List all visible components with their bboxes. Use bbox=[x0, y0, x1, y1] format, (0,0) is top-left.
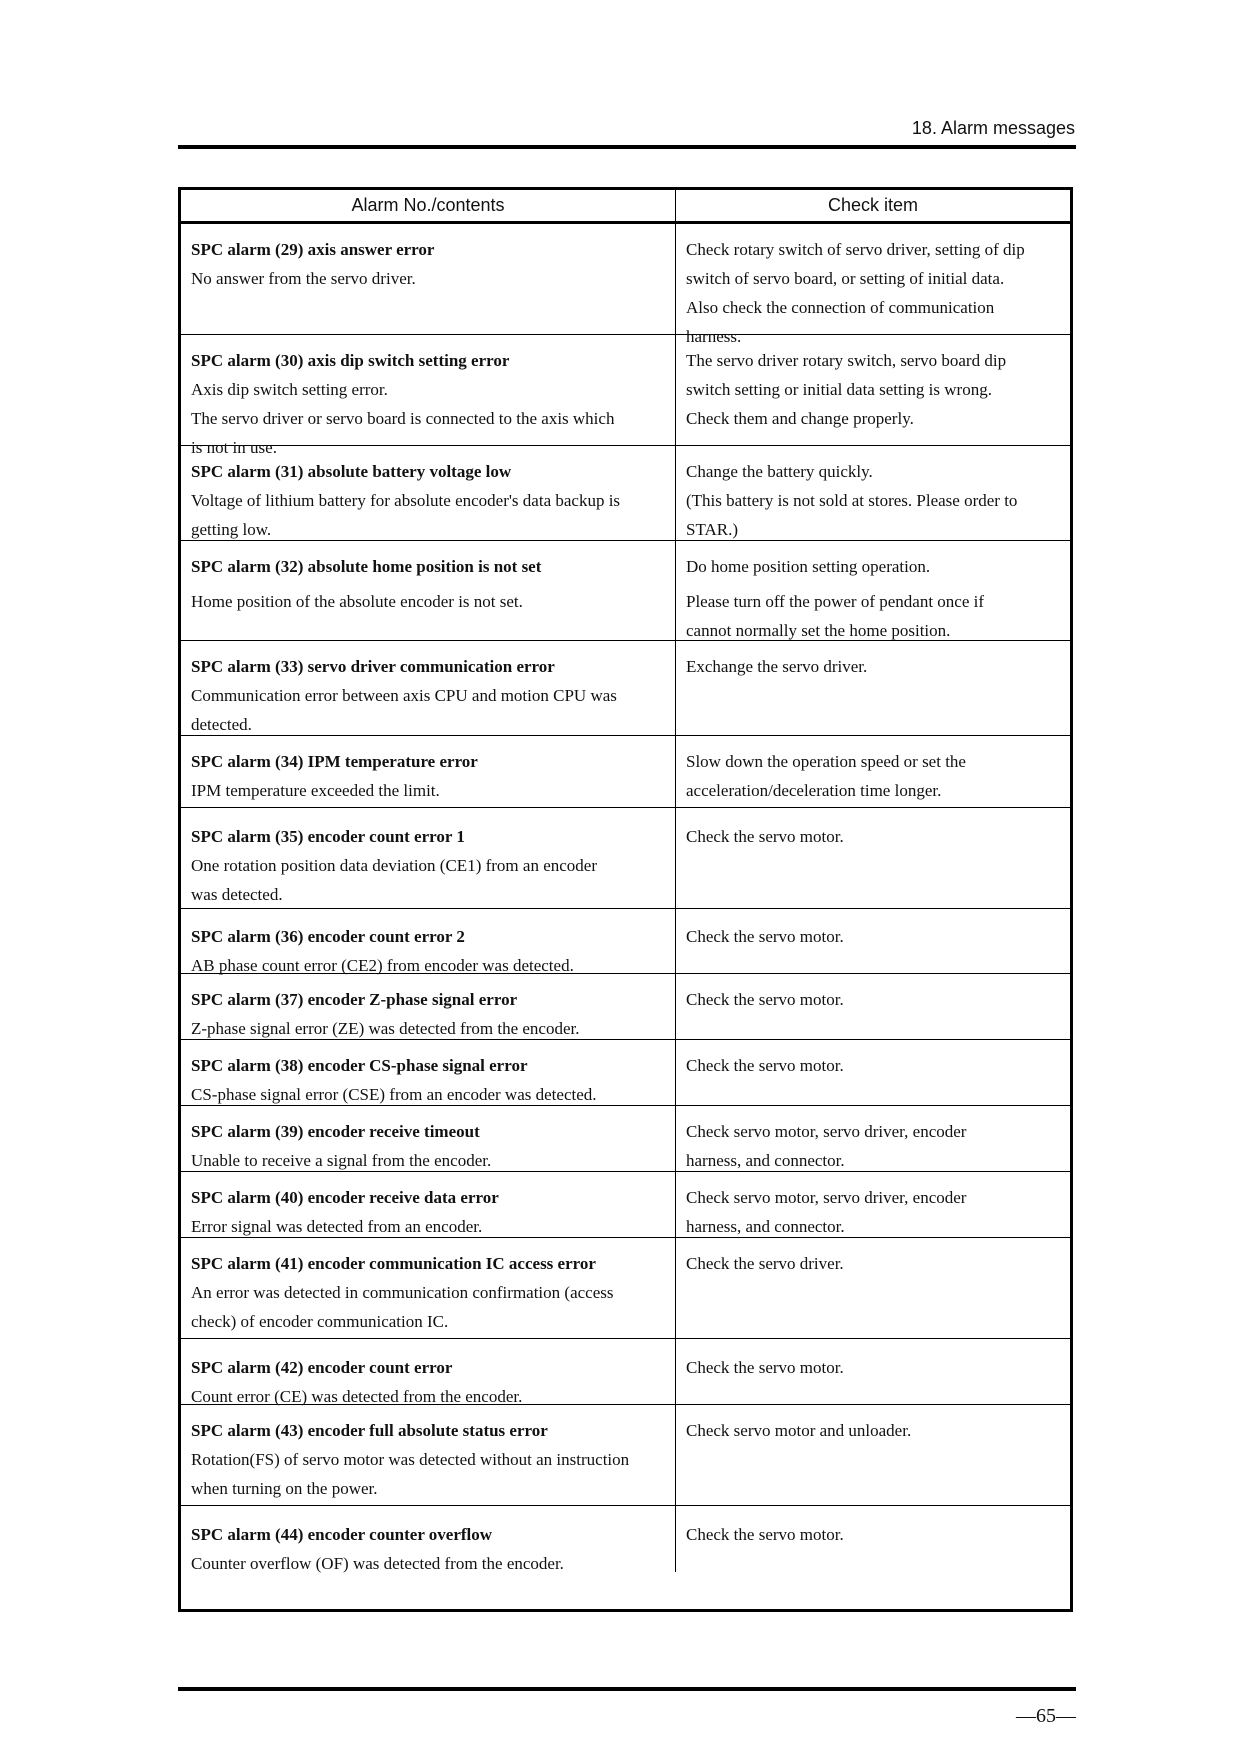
table-row bbox=[181, 736, 1070, 808]
table-row bbox=[181, 335, 1070, 457]
alarm-cell bbox=[181, 808, 676, 908]
alarm-title: SPC alarm (38) encoder CS-phase signal error bbox=[191, 1056, 528, 1075]
check-text: Do home position setting operation. bbox=[686, 557, 931, 576]
check-text: Change the battery quickly. bbox=[686, 462, 873, 481]
alarm-description: Unable to receive a signal from the encoder. bbox=[191, 1151, 492, 1170]
alarm-description: detected. bbox=[191, 715, 252, 734]
check-text: acceleration/deceleration time longer. bbox=[686, 781, 942, 800]
check-text: Check the servo motor. bbox=[686, 927, 844, 946]
table-row bbox=[181, 1106, 1070, 1172]
check-text: (This battery is not sold at stores. Please order to bbox=[686, 491, 1018, 510]
alarm-title: SPC alarm (34) IPM temperature error bbox=[191, 752, 478, 771]
check-text: STAR.) bbox=[686, 520, 739, 539]
alarm-description: Rotation(FS) of servo motor was detected without an instruction bbox=[191, 1450, 630, 1469]
alarm-cell bbox=[181, 736, 676, 807]
check-cell bbox=[676, 541, 1070, 640]
check-text: Check them and change properly. bbox=[686, 409, 914, 428]
check-cell bbox=[676, 335, 1070, 445]
check-text: harness. bbox=[686, 327, 742, 346]
alarm-title: SPC alarm (29) axis answer error bbox=[191, 240, 435, 259]
check-text: Check servo motor and unloader. bbox=[686, 1421, 912, 1440]
alarm-cell bbox=[181, 224, 676, 334]
alarm-description: Axis dip switch setting error. bbox=[191, 380, 388, 399]
check-text: Check the servo motor. bbox=[686, 1358, 844, 1377]
alarm-title: SPC alarm (30) axis dip switch setting error bbox=[191, 351, 510, 370]
table-row bbox=[181, 1172, 1070, 1238]
check-text: Please turn off the power of pendant once if bbox=[686, 592, 985, 611]
check-cell bbox=[676, 1040, 1070, 1105]
alarm-title: SPC alarm (31) absolute battery voltage low bbox=[191, 462, 512, 481]
check-text: switch setting or initial data setting is wrong. bbox=[686, 380, 992, 399]
check-text: harness, and connector. bbox=[686, 1151, 845, 1170]
alarm-title: SPC alarm (35) encoder count error 1 bbox=[191, 827, 465, 846]
check-text: harness, and connector. bbox=[686, 1217, 845, 1236]
alarm-description: The servo driver or servo board is connected to the axis which bbox=[191, 409, 615, 428]
header-rule bbox=[178, 145, 1076, 149]
alarm-description: Voltage of lithium battery for absolute encoder's data backup is bbox=[191, 491, 621, 510]
alarm-description: was detected. bbox=[191, 885, 283, 904]
alarm-description: getting low. bbox=[191, 520, 272, 539]
check-cell bbox=[676, 1106, 1070, 1171]
check-text: Check the servo motor. bbox=[686, 827, 844, 846]
table-row bbox=[181, 1238, 1070, 1339]
alarm-table bbox=[178, 187, 1073, 1612]
alarm-cell bbox=[181, 335, 676, 457]
check-text: Check servo motor, servo driver, encoder bbox=[686, 1122, 967, 1141]
alarm-description: One rotation position data deviation (CE1) from an encoder bbox=[191, 856, 597, 875]
check-text: Check the servo motor. bbox=[686, 1056, 844, 1075]
alarm-cell bbox=[181, 974, 676, 1039]
table-row bbox=[181, 641, 1070, 736]
section-title: 18. Alarm messages bbox=[911, 118, 1075, 138]
alarm-title: SPC alarm (39) encoder receive timeout bbox=[191, 1122, 480, 1141]
table-row bbox=[181, 1040, 1070, 1106]
alarm-description: check) of encoder communication IC. bbox=[191, 1312, 449, 1331]
check-cell bbox=[676, 224, 1070, 346]
alarm-title: SPC alarm (40) encoder receive data error bbox=[191, 1188, 499, 1207]
check-text: cannot normally set the home position. bbox=[686, 621, 951, 640]
check-text: The servo driver rotary switch, servo board dip bbox=[686, 351, 1007, 370]
alarm-cell bbox=[181, 1506, 676, 1572]
check-cell bbox=[676, 1506, 1070, 1572]
check-cell bbox=[676, 1238, 1070, 1338]
check-cell bbox=[676, 808, 1070, 908]
alarm-title: SPC alarm (36) encoder count error 2 bbox=[191, 927, 465, 946]
check-text: Slow down the operation speed or set the bbox=[686, 752, 966, 771]
table-row bbox=[181, 1339, 1070, 1405]
alarm-title: SPC alarm (43) encoder full absolute status error bbox=[191, 1421, 548, 1440]
check-text: Check the servo motor. bbox=[686, 990, 844, 1009]
alarm-description: when turning on the power. bbox=[191, 1479, 378, 1498]
check-text: Also check the connection of communication bbox=[686, 298, 995, 317]
check-cell bbox=[676, 446, 1070, 540]
check-text: Check servo motor, servo driver, encoder bbox=[686, 1188, 967, 1207]
alarm-description: An error was detected in communication confirmation (access bbox=[191, 1283, 614, 1302]
alarm-description: IPM temperature exceeded the limit. bbox=[191, 781, 440, 800]
alarm-cell bbox=[181, 1238, 676, 1338]
alarm-description: Home position of the absolute encoder is not set. bbox=[191, 592, 523, 611]
alarm-description: Z-phase signal error (ZE) was detected from the encoder. bbox=[191, 1019, 580, 1038]
check-text: switch of servo board, or setting of initial data. bbox=[686, 269, 1005, 288]
alarm-title: SPC alarm (33) servo driver communication error bbox=[191, 657, 555, 676]
check-cell bbox=[676, 1405, 1070, 1505]
check-cell bbox=[676, 974, 1070, 1039]
alarm-title: SPC alarm (44) encoder counter overflow bbox=[191, 1525, 493, 1544]
alarm-cell bbox=[181, 909, 676, 973]
alarm-title: SPC alarm (32) absolute home position is not set bbox=[191, 557, 542, 576]
page-number: —65— bbox=[1016, 1705, 1076, 1727]
check-text: Check rotary switch of servo driver, setting of dip bbox=[686, 240, 1025, 259]
table-row bbox=[181, 974, 1070, 1040]
alarm-cell bbox=[181, 1106, 676, 1171]
alarm-title: SPC alarm (41) encoder communication IC access error bbox=[191, 1254, 596, 1273]
alarm-description: AB phase count error (CE2) from encoder was detected. bbox=[191, 956, 574, 975]
alarm-title: SPC alarm (37) encoder Z-phase signal error bbox=[191, 990, 518, 1009]
check-cell bbox=[676, 1172, 1070, 1237]
check-cell bbox=[676, 1339, 1070, 1404]
alarm-description: Communication error between axis CPU and motion CPU was bbox=[191, 686, 617, 705]
check-text: Check the servo motor. bbox=[686, 1525, 844, 1544]
alarm-description: Count error (CE) was detected from the encoder. bbox=[191, 1387, 523, 1406]
column-header-alarm: Alarm No./contents bbox=[181, 190, 676, 221]
alarm-title: SPC alarm (42) encoder count error bbox=[191, 1358, 453, 1377]
column-header-check: Check item bbox=[827, 195, 919, 215]
alarm-description: is not in use. bbox=[191, 438, 277, 457]
table-row bbox=[181, 1405, 1070, 1506]
alarm-cell bbox=[181, 1405, 676, 1505]
alarm-description: Error signal was detected from an encoder. bbox=[191, 1217, 483, 1236]
alarm-cell bbox=[181, 1339, 676, 1404]
check-cell bbox=[676, 641, 1070, 735]
table-row bbox=[181, 808, 1070, 909]
alarm-description: Counter overflow (OF) was detected from the encoder. bbox=[191, 1554, 564, 1573]
alarm-cell bbox=[181, 446, 676, 540]
alarm-description: No answer from the servo driver. bbox=[191, 269, 416, 288]
check-cell bbox=[676, 909, 1070, 973]
table-row bbox=[181, 909, 1070, 974]
table-row bbox=[181, 541, 1070, 641]
table-row bbox=[181, 1506, 1070, 1572]
check-text: Check the servo driver. bbox=[686, 1254, 844, 1273]
alarm-cell bbox=[181, 1040, 676, 1105]
alarm-description: CS-phase signal error (CSE) from an encoder was detected. bbox=[191, 1085, 597, 1104]
table-header-row bbox=[181, 190, 1070, 224]
table-row bbox=[181, 446, 1070, 541]
check-text: Exchange the servo driver. bbox=[686, 657, 868, 676]
check-cell bbox=[676, 736, 1070, 807]
alarm-cell bbox=[181, 541, 676, 640]
alarm-cell bbox=[181, 1172, 676, 1237]
footer-rule bbox=[178, 1687, 1076, 1691]
table-row bbox=[181, 224, 1070, 346]
alarm-cell bbox=[181, 641, 676, 735]
